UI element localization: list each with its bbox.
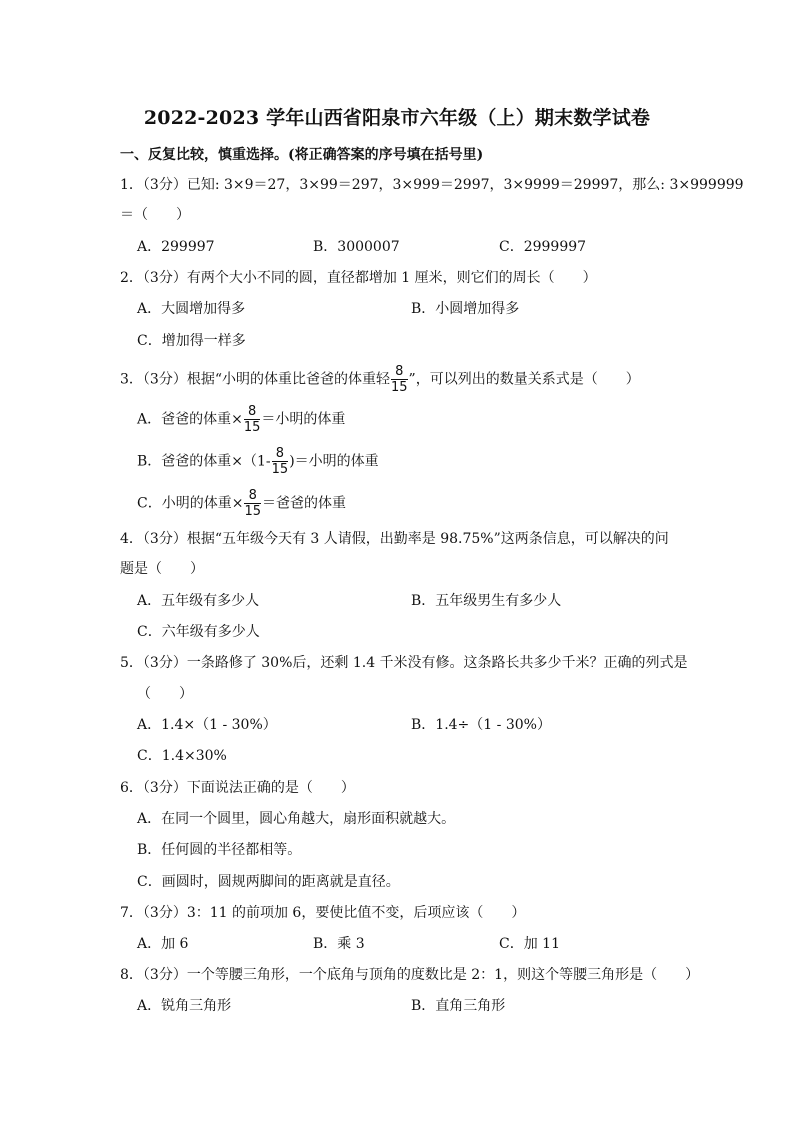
question-1-option-c: C．2999997 [499,239,587,255]
exam-title: 2022-2023 学年山西省阳泉市六年级（上）期末数学试卷 [143,107,651,129]
question-5-option-b: B．1.4÷（1 - 30%） [411,717,551,733]
question-1-option-b: B．3000007 [313,239,400,255]
section-heading: 一、反复比较，慎重选择。(将正确答案的序号填在括号里) [120,147,484,163]
question-5-text: 5．（3分）一条路修了 30%后，还剩 1.4 千米没有修。这条路长共多少千米？正确的列式是 [120,655,688,671]
option-a-pre: A．爸爸的体重× [137,411,243,428]
question-4-option-b: B．五年级男生有多少人 [411,593,562,609]
question-1-option-a: A．299997 [137,239,215,255]
fraction-numerator: 8 [391,365,408,380]
option-c-post: ＝爸爸的体重 [262,495,346,512]
fraction-denominator: 15 [244,504,261,519]
fraction-numerator: 8 [244,489,261,504]
question-7-text: 7．（3分）3：11 的前项加 6，要使比值不变，后项应该（ ） [120,905,526,921]
question-3-option-b [137,447,379,476]
question-7-option-a: A．加 6 [137,936,189,952]
fraction [391,365,408,394]
question-3-option-a [137,405,345,434]
question-1-text: 1．（3分）已知: 3×9＝27，3×99＝297，3×999＝2997，3×9999＝29997，那么: 3×999999 [120,177,744,193]
question-8-option-a: A．锐角三角形 [137,998,232,1014]
question-2-option-c: C．增加得一样多 [137,333,246,349]
fraction [244,405,261,434]
fraction-numerator: 8 [244,405,261,420]
fraction [272,447,289,476]
fraction-denominator: 15 [243,420,261,435]
fraction-denominator: 15 [390,380,408,395]
fraction [244,489,261,518]
question-6-option-a: A．在同一个圆里，圆心角越大，扇形面积就越大。 [137,811,456,827]
question-6-option-b: B．任何圆的半径都相等。 [137,842,302,858]
question-3-text [120,365,640,394]
question-1-text-cont: ＝（ ） [120,207,190,223]
question-8-text: 8．（3分）一个等腰三角形，一个底角与顶角的度数比是 2：1，则这个等腰三角形是（ ） [120,967,700,983]
question-4-text-cont: 题是（ ） [120,561,204,577]
question-5-option-a: A．1.4×（1 - 30%） [137,717,277,733]
question-2-option-b: B．小圆增加得多 [411,301,520,317]
question-5-text-cont: （ ） [137,686,193,702]
fraction-numerator: 8 [272,447,289,462]
question-8-option-b: B．直角三角形 [411,998,506,1014]
question-7-option-c: C．加 11 [499,936,560,952]
option-a-post: ＝小明的体重 [261,411,346,428]
question-4-text: 4．（3分）根据“五年级今天有 3 人请假，出勤率是 98.75%”这两条信息，可以解决的问 [120,531,669,547]
option-b-pre: B．爸爸的体重×（1- [137,453,271,470]
question-2-option-a: A．大圆增加得多 [137,301,246,317]
question-6-option-c: C．画圆时，圆规两脚间的距离就是直径。 [137,874,400,890]
question-3-option-c [137,489,346,518]
question-5-option-c: C．1.4×30% [137,748,227,764]
question-2-text: 2．（3分）有两个大小不同的圆，直径都增加 1 厘米，则它们的周长（ ） [120,270,597,286]
option-b-post: )＝小明的体重 [289,453,379,470]
question-4-option-c: C．六年级有多少人 [137,624,260,640]
question-7-option-b: B．乘 3 [313,936,365,952]
question-3-text-post: ”，可以列出的数量关系式是（ ） [408,371,640,388]
question-6-text: 6．（3分）下面说法正确的是（ ） [120,780,355,796]
option-c-pre: C．小明的体重× [137,495,244,512]
fraction-denominator: 15 [271,462,289,477]
question-4-option-a: A．五年级有多少人 [137,593,260,609]
question-3-text-pre: 3．（3分）根据“小明的体重比爸爸的体重轻 [120,371,390,388]
